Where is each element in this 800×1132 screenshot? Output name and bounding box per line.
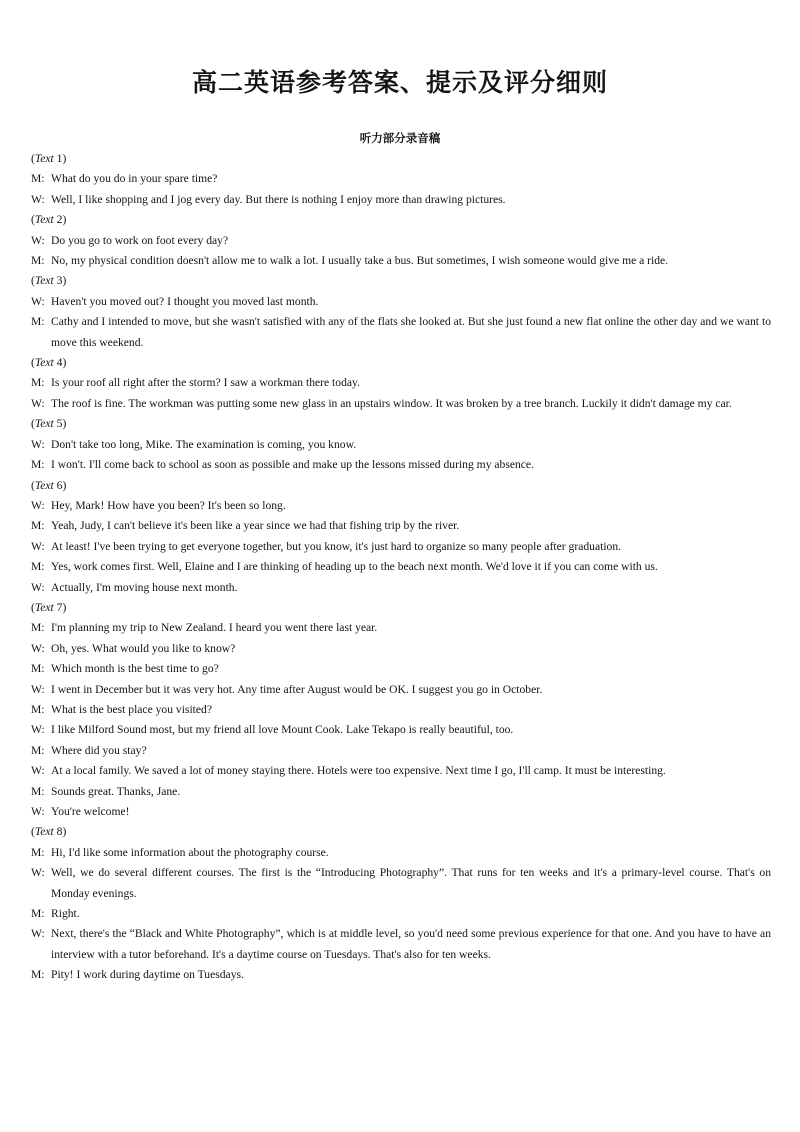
text-label-word: Text bbox=[34, 417, 54, 431]
utterance-text: Which month is the best time to go? bbox=[51, 662, 219, 676]
utterance-text: I like Milford Sound most, but my friend all love Mount Cook. Lake Tekapo is really beautiful, too. bbox=[51, 723, 514, 737]
dialogue-line bbox=[31, 618, 771, 638]
text-label-open: ( bbox=[31, 274, 35, 288]
dialogue-line bbox=[31, 741, 771, 761]
speaker-label: M: bbox=[31, 907, 45, 921]
text-label-word: Text bbox=[34, 825, 54, 839]
speaker-label: W: bbox=[31, 580, 45, 594]
dialogue-line bbox=[31, 680, 771, 700]
utterance-text: Do you go to work on foot every day? bbox=[51, 233, 229, 247]
text-label bbox=[31, 210, 771, 230]
text-label-number: 8) bbox=[53, 825, 67, 839]
speaker-label: W: bbox=[31, 192, 45, 206]
dialogue-line bbox=[31, 496, 771, 516]
speaker-label: M: bbox=[31, 519, 45, 533]
dialogue-line bbox=[31, 312, 771, 353]
text-label-word: Text bbox=[34, 274, 54, 288]
dialogue-line bbox=[31, 251, 771, 271]
text-label-word: Text bbox=[34, 152, 54, 165]
speaker-label: W: bbox=[31, 641, 45, 655]
text-label bbox=[31, 149, 771, 169]
text-label-open: ( bbox=[31, 152, 35, 165]
text-label bbox=[31, 353, 771, 373]
utterance-text: I went in December but it was very hot. Any time after August would be OK. I suggest you go in October. bbox=[51, 682, 543, 696]
text-label-number: 4) bbox=[53, 356, 67, 370]
speaker-label: M: bbox=[31, 968, 45, 982]
dialogue-line bbox=[31, 190, 771, 210]
text-label-open: ( bbox=[31, 600, 35, 614]
text-label bbox=[31, 822, 771, 842]
speaker-label: M: bbox=[31, 254, 45, 268]
utterance-text: Right. bbox=[51, 907, 80, 921]
speaker-label: W: bbox=[31, 233, 45, 247]
text-label-number: 7) bbox=[53, 600, 67, 614]
speaker-label: W: bbox=[31, 498, 45, 512]
speaker-label: M: bbox=[31, 845, 45, 859]
dialogue-line bbox=[31, 720, 771, 740]
utterance-text: At a local family. We saved a lot of money staying there. Hotels were too expensive. Next time I go, I'll camp. It must be interesting. bbox=[51, 764, 666, 778]
dialogue-line bbox=[31, 659, 771, 679]
dialogue-line bbox=[31, 904, 771, 924]
speaker-label: W: bbox=[31, 764, 45, 778]
speaker-label: W: bbox=[31, 723, 45, 737]
text-label bbox=[31, 476, 771, 496]
utterance-text: What is the best place you visited? bbox=[51, 702, 212, 716]
utterance-text: I'm planning my trip to New Zealand. I heard you went there last year. bbox=[51, 621, 378, 635]
utterance-text: Yeah, Judy, I can't believe it's been like a year since we had that fishing trip by the river. bbox=[51, 519, 460, 533]
dialogue-line bbox=[31, 843, 771, 863]
speaker-label: W: bbox=[31, 437, 45, 451]
dialogue-line bbox=[31, 231, 771, 251]
utterance-text: Sounds great. Thanks, Jane. bbox=[51, 784, 181, 798]
utterance-text: Hi, I'd like some information about the photography course. bbox=[51, 845, 329, 859]
speaker-label: W: bbox=[31, 396, 45, 410]
speaker-label: W: bbox=[31, 866, 45, 880]
utterance-text: At least! I've been trying to get everyone together, but you know, it's just hard to organize so many people after graduation. bbox=[51, 539, 622, 553]
text-label-word: Text bbox=[34, 478, 54, 492]
utterance-text: Well, we do several different courses. The first is the “Introducing Photography”. That runs for ten weeks and it's a primary-level course. That's on Monday evenings. bbox=[51, 866, 771, 900]
speaker-label: W: bbox=[31, 805, 45, 818]
speaker-label: W: bbox=[31, 682, 45, 696]
speaker-label: W: bbox=[31, 294, 45, 308]
utterance-text: Pity! I work during daytime on Tuesdays. bbox=[51, 968, 244, 982]
transcript-body bbox=[31, 149, 771, 986]
dialogue-line bbox=[31, 639, 771, 659]
text-label-number: 3) bbox=[53, 274, 67, 288]
text-label-word: Text bbox=[34, 213, 54, 227]
utterance-text: Where did you stay? bbox=[51, 743, 147, 757]
speaker-label: M: bbox=[31, 784, 45, 798]
speaker-label: M: bbox=[31, 702, 45, 716]
utterance-text: Well, I like shopping and I jog every day. But there is nothing I enjoy more than drawing pictures. bbox=[51, 192, 506, 206]
text-label-number: 2) bbox=[53, 213, 67, 227]
dialogue-line bbox=[31, 863, 771, 904]
text-label-open: ( bbox=[31, 417, 35, 431]
text-label-number: 6) bbox=[53, 478, 67, 492]
utterance-text: You're welcome! bbox=[51, 805, 130, 818]
dialogue-line bbox=[31, 292, 771, 312]
dialogue-line bbox=[31, 373, 771, 393]
speaker-label: M: bbox=[31, 662, 45, 676]
dialogue-line bbox=[31, 802, 771, 822]
speaker-label: M: bbox=[31, 172, 45, 186]
utterance-text: The roof is fine. The workman was putting some new glass in an upstairs window. It was broken by a tree branch. Luckily it didn't damage my car. bbox=[51, 396, 732, 410]
utterance-text: I won't. I'll come back to school as soon as possible and make up the lessons missed during my absence. bbox=[51, 458, 534, 472]
dialogue-line bbox=[31, 169, 771, 189]
speaker-label: M: bbox=[31, 560, 45, 574]
speaker-label: W: bbox=[31, 539, 45, 553]
text-label bbox=[31, 598, 771, 618]
text-label-word: Text bbox=[34, 356, 54, 370]
dialogue-line bbox=[31, 557, 771, 577]
dialogue-line bbox=[31, 965, 771, 985]
text-label bbox=[31, 271, 771, 291]
dialogue-line bbox=[31, 782, 771, 802]
utterance-text: Is your roof all right after the storm? I saw a workman there today. bbox=[51, 376, 360, 390]
text-label-open: ( bbox=[31, 356, 35, 370]
text-label-open: ( bbox=[31, 213, 35, 227]
text-label-open: ( bbox=[31, 825, 35, 839]
utterance-text: Next, there's the “Black and White Photography”, which is at middle level, so you'd need some previous experience for that one. And you have to have an interview with a tutor beforehand. It's a daytime course on Tuesdays. That's also for ten weeks. bbox=[51, 927, 771, 961]
text-label-open: ( bbox=[31, 478, 35, 492]
dialogue-line bbox=[31, 455, 771, 475]
speaker-label: W: bbox=[31, 927, 45, 941]
page-subtitle: 听力部分录音稿 bbox=[359, 131, 441, 145]
text-label-word: Text bbox=[34, 600, 54, 614]
dialogue-line bbox=[31, 516, 771, 536]
speaker-label: M: bbox=[31, 743, 45, 757]
dialogue-line bbox=[31, 700, 771, 720]
utterance-text: Yes, work comes first. Well, Elaine and I are thinking of heading up to the beach next month. We'd love it if you can come with us. bbox=[51, 560, 658, 574]
speaker-label: M: bbox=[31, 315, 45, 329]
dialogue-line bbox=[31, 924, 771, 965]
dialogue-line bbox=[31, 435, 771, 455]
text-label-number: 5) bbox=[53, 417, 67, 431]
utterance-text: Oh, yes. What would you like to know? bbox=[51, 641, 236, 655]
dialogue-line bbox=[31, 394, 771, 414]
speaker-label: M: bbox=[31, 621, 45, 635]
utterance-text: Don't take too long, Mike. The examination is coming, you know. bbox=[51, 437, 357, 451]
utterance-text: No, my physical condition doesn't allow me to walk a lot. I usually take a bus. But sometimes, I wish someone would give me a ride. bbox=[51, 254, 669, 268]
speaker-label: M: bbox=[31, 458, 45, 472]
text-label bbox=[31, 414, 771, 434]
speaker-label: M: bbox=[31, 376, 45, 390]
page-title: 高二英语参考答案、提示及评分细则 bbox=[191, 68, 608, 97]
text-label-number: 1) bbox=[53, 152, 67, 165]
utterance-text: Hey, Mark! How have you been? It's been so long. bbox=[51, 498, 286, 512]
utterance-text: What do you do in your spare time? bbox=[51, 172, 218, 186]
dialogue-line bbox=[31, 578, 771, 598]
dialogue-line bbox=[31, 537, 771, 557]
utterance-text: Actually, I'm moving house next month. bbox=[51, 580, 238, 594]
utterance-text: Haven't you moved out? I thought you moved last month. bbox=[51, 294, 319, 308]
dialogue-line bbox=[31, 761, 771, 781]
utterance-text: Cathy and I intended to move, but she wasn't satisfied with any of the flats she looked at. But she just found a new flat online the other day and we want to move this weekend. bbox=[51, 315, 771, 349]
